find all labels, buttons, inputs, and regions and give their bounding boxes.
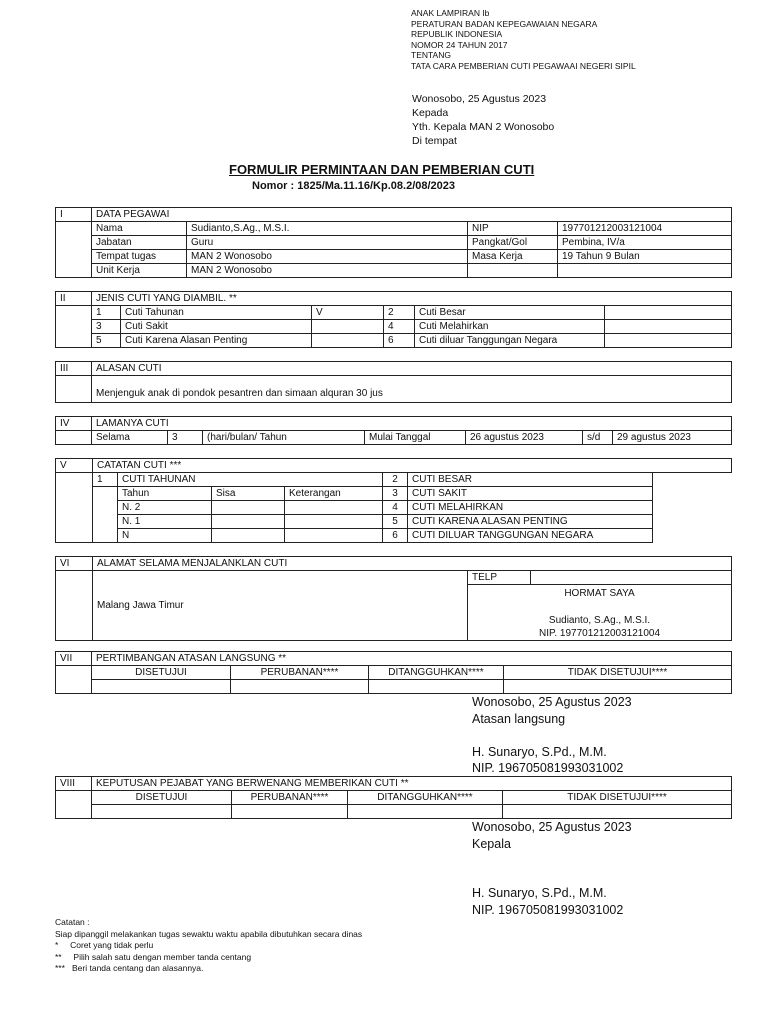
col-header: DITANGGUHKAN**** xyxy=(348,791,503,805)
leave-number: 6 xyxy=(384,334,415,348)
applicant-signature xyxy=(468,585,732,641)
regulation-header xyxy=(411,8,636,72)
sig-line: Wonosobo, 25 Agustus 2023 xyxy=(472,820,632,834)
leave-type: Cuti Besar xyxy=(415,306,605,320)
field-label: Jabatan xyxy=(92,236,187,250)
leave-type: CUTI KARENA ALASAN PENTING xyxy=(408,515,653,529)
sig-line: NIP. 196705081993031002 xyxy=(472,761,624,775)
duration-value: 3 xyxy=(168,431,203,445)
leave-check[interactable] xyxy=(605,320,732,334)
leave-number: 5 xyxy=(383,515,408,529)
field-value: Sudianto,S.Ag., M.S.I. xyxy=(187,222,468,236)
section-number: V xyxy=(56,459,93,473)
field-label: Unit Kerja xyxy=(92,264,187,278)
field-label: Masa Kerja xyxy=(468,250,558,264)
form-number: Nomor : 1825/Ma.11.16/Kp.08.2/08/2023 xyxy=(252,180,456,192)
leave-number: 3 xyxy=(383,487,408,501)
section-number: VI xyxy=(56,557,93,571)
field-value: MAN 2 Wonosobo xyxy=(187,250,468,264)
section-keputusan xyxy=(55,776,732,819)
leave-type: CUTI BESAR xyxy=(408,473,653,487)
col-header: DITANGGUHKAN**** xyxy=(369,666,504,680)
decision-cell[interactable] xyxy=(92,805,232,819)
section-number: VII xyxy=(56,652,92,666)
section-number: IV xyxy=(56,417,92,431)
field-value: 19 Tahun 9 Bulan xyxy=(558,250,732,264)
leave-number: 2 xyxy=(384,306,415,320)
col-header: PERUBANAN**** xyxy=(231,666,369,680)
leave-number: 2 xyxy=(383,473,408,487)
note-line: ** Pilih salah satu dengan member tanda centang xyxy=(55,951,252,962)
year-label: N. 2 xyxy=(118,501,212,515)
section-alamat xyxy=(55,556,732,641)
section-heading: PERTIMBANGAN ATASAN LANGSUNG ** xyxy=(92,652,732,666)
applicant-nip: NIP. 197701212003121004 xyxy=(538,628,661,639)
hormat-saya: HORMAT SAYA xyxy=(564,588,635,599)
leave-check[interactable] xyxy=(605,306,732,320)
leave-type: CUTI SAKIT xyxy=(408,487,653,501)
field-label: Tempat tugas xyxy=(92,250,187,264)
leave-type: Cuti Tahunan xyxy=(121,306,312,320)
end-date: 29 agustus 2023 xyxy=(613,431,732,445)
col-header: DISETUJUI xyxy=(92,791,232,805)
address-line: Di tempat xyxy=(412,135,457,147)
sig-line: Wonosobo, 25 Agustus 2023 xyxy=(472,695,632,709)
col-header: Tahun xyxy=(118,487,212,501)
leave-check[interactable]: V xyxy=(312,306,384,320)
notes-title: Catatan : xyxy=(55,917,90,927)
duration-unit: (hari/bulan/ Tahun xyxy=(203,431,365,445)
keterangan-cell[interactable] xyxy=(285,529,383,543)
supervisor-signature xyxy=(472,694,632,777)
leave-type: Cuti Melahirkan xyxy=(415,320,605,334)
header-line: ANAK LAMPIRAN Ib xyxy=(411,8,490,18)
leave-number: 4 xyxy=(383,501,408,515)
col-header: TIDAK DISETUJUI**** xyxy=(503,791,732,805)
decision-cell[interactable] xyxy=(231,680,369,694)
start-label: Mulai Tanggal xyxy=(365,431,466,445)
leave-type: CUTI DILUAR TANGGUNGAN NEGARA xyxy=(408,529,653,543)
note-line: *** Beri tanda centang dan alasannya. xyxy=(55,963,204,973)
section-lamanya-cuti xyxy=(55,416,732,445)
form-title: FORMULIR PERMINTAAN DAN PEMBERIAN CUTI xyxy=(229,162,535,177)
section-number: II xyxy=(56,292,92,306)
annual-title: CUTI TAHUNAN xyxy=(118,473,383,487)
field-label: Pangkat/Gol xyxy=(468,236,558,250)
sig-line: H. Sunaryo, S.Pd., M.M. xyxy=(472,744,607,759)
leave-check[interactable] xyxy=(312,334,384,348)
col-header: PERUBANAN**** xyxy=(232,791,348,805)
leave-check[interactable] xyxy=(312,320,384,334)
decision-cell[interactable] xyxy=(232,805,348,819)
decision-cell[interactable] xyxy=(369,680,504,694)
section-data-pegawai xyxy=(55,207,732,278)
recipient-address xyxy=(412,92,554,148)
sig-line: Atasan langsung xyxy=(472,711,566,726)
note-line: * Coret yang tidak perlu xyxy=(55,940,154,950)
notes xyxy=(55,917,362,975)
header-line: PERATURAN BADAN KEPEGAWAIAN NEGARA xyxy=(411,18,598,29)
header-line: NOMOR 24 TAHUN 2017 xyxy=(411,39,508,50)
sisa-cell[interactable] xyxy=(212,515,285,529)
leave-type: CUTI MELAHIRKAN xyxy=(408,501,653,515)
decision-cell[interactable] xyxy=(503,805,732,819)
section-heading: KEPUTUSAN PEJABAT YANG BERWENANG MEMBERIKAN CUTI ** xyxy=(92,777,732,791)
year-label: N. 1 xyxy=(118,515,212,529)
applicant-name: Sudianto, S.Ag., M.S.I. xyxy=(548,615,651,626)
leave-number: 3 xyxy=(92,320,121,334)
col-header: Sisa xyxy=(212,487,285,501)
header-line: REPUBLIK INDONESIA xyxy=(411,29,503,40)
address-line: Kepada xyxy=(412,107,449,119)
telp-label: TELP xyxy=(468,571,531,585)
leave-number: 6 xyxy=(383,529,408,543)
keterangan-cell[interactable] xyxy=(285,501,383,515)
leave-type: Cuti Sakit xyxy=(121,320,312,334)
header-line: TENTANG xyxy=(411,50,451,61)
sisa-cell[interactable] xyxy=(212,501,285,515)
leave-reason: Menjenguk anak di pondok pesantren dan simaan alquran 30 jus xyxy=(92,376,732,403)
keterangan-cell[interactable] xyxy=(285,515,383,529)
leave-number: 1 xyxy=(92,306,121,320)
decision-cell[interactable] xyxy=(504,680,732,694)
annual-number: 1 xyxy=(93,473,118,487)
address-line: Wonosobo, 25 Agustus 2023 xyxy=(412,93,547,105)
sig-line: NIP. 196705081993031002 xyxy=(472,902,624,917)
section-heading: ALASAN CUTI xyxy=(92,362,732,376)
section-heading: CATATAN CUTI *** xyxy=(93,459,732,473)
head-signature xyxy=(472,819,632,918)
leave-address: Malang Jawa Timur xyxy=(93,571,468,641)
section-heading: ALAMAT SELAMA MENJALANKLAN CUTI xyxy=(93,557,732,571)
note-line: Siap dipanggil melakankan tugas sewaktu waktu apabila dibutuhkan secara dinas xyxy=(55,928,363,939)
col-header: Keterangan xyxy=(285,487,383,501)
year-label: N xyxy=(118,529,212,543)
telp-value[interactable] xyxy=(531,571,732,585)
section-number: I xyxy=(56,208,92,222)
until-label: s/d xyxy=(583,431,613,445)
section-heading: LAMANYA CUTI xyxy=(92,417,732,431)
decision-cell[interactable] xyxy=(348,805,503,819)
section-catatan-cuti xyxy=(55,458,732,543)
decision-cell[interactable] xyxy=(92,680,231,694)
sig-line: H. Sunaryo, S.Pd., M.M. xyxy=(472,886,607,900)
start-date: 26 agustus 2023 xyxy=(466,431,583,445)
field-value: MAN 2 Wonosobo xyxy=(187,264,468,278)
leave-number: 4 xyxy=(384,320,415,334)
field-value xyxy=(558,264,732,278)
col-header: DISETUJUI xyxy=(92,666,231,680)
field-label: NIP xyxy=(468,222,558,236)
section-heading: JENIS CUTI YANG DIAMBIL. ** xyxy=(92,292,732,306)
header-line: TATA CARA PEMBERIAN CUTI PEGAWAAI NEGERI SIPIL xyxy=(411,60,636,71)
leave-number: 5 xyxy=(92,334,121,348)
section-pertimbangan xyxy=(55,651,732,694)
field-value: Pembina, IV/a xyxy=(558,236,732,250)
field-value: 197701212003121004 xyxy=(558,222,732,236)
field-value: Guru xyxy=(187,236,468,250)
leave-type: Cuti Karena Alasan Penting xyxy=(121,334,312,348)
section-number: III xyxy=(56,362,92,376)
section-jenis-cuti xyxy=(55,291,732,348)
section-number: VIII xyxy=(56,777,92,791)
sig-line: Kepala xyxy=(472,836,511,851)
leave-type: Cuti diluar Tanggungan Negara xyxy=(415,334,605,348)
leave-check[interactable] xyxy=(605,334,732,348)
section-alasan-cuti xyxy=(55,361,732,403)
address-line: Yth. Kepala MAN 2 Wonosobo xyxy=(412,121,555,133)
duration-label: Selama xyxy=(92,431,168,445)
sisa-cell[interactable] xyxy=(212,529,285,543)
section-heading: DATA PEGAWAI xyxy=(92,208,732,222)
field-label: Nama xyxy=(92,222,187,236)
field-label xyxy=(468,264,558,278)
col-header: TIDAK DISETUJUI**** xyxy=(504,666,732,680)
